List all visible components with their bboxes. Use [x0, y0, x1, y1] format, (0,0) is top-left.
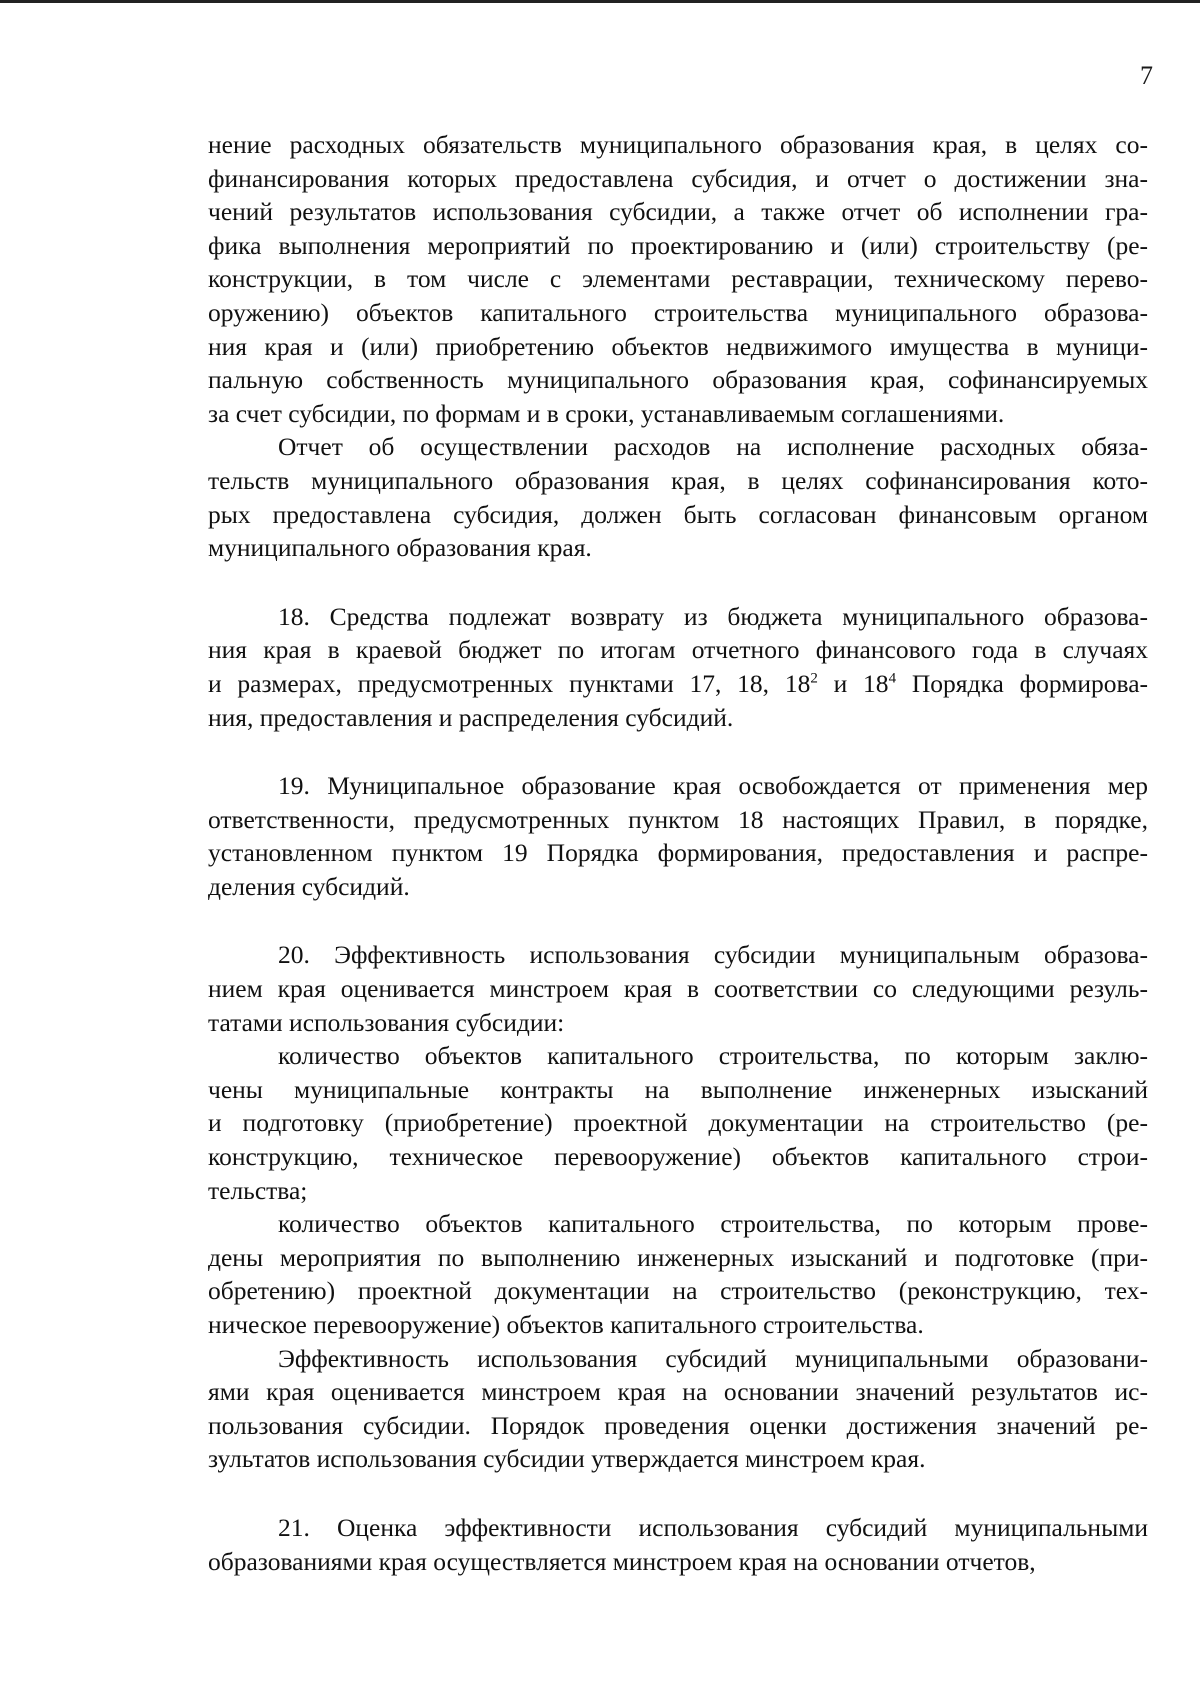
text-line: пальную собственность муниципального образования края, софинансируемых: [208, 365, 1148, 395]
paragraph-p20b: [208, 1207, 1148, 1341]
text-line: обретению) проектной документации на строительство (реконструкцию, тех-: [208, 1276, 1148, 1306]
text-line: Отчет об осуществлении расходов на исполнение расходных обяза-: [278, 432, 1148, 462]
paragraph-p19: [208, 769, 1148, 903]
text-line: ния края в краевой бюджет по итогам отчетного финансового года в случаях: [208, 635, 1148, 665]
text-line: и подготовку (приобретение) проектной документации на строительство (ре-: [208, 1108, 1148, 1138]
text-line: ями края оценивается минстроем края на основании значений результатов ис-: [208, 1377, 1148, 1407]
text-line: 19. Муниципальное образование края освобождается от применения мер: [278, 771, 1148, 801]
text-line: конструкции, в том числе с элементами реставрации, техническому перево-: [208, 264, 1148, 294]
text-line: оружению) объектов капитального строительства муниципального образова-: [208, 297, 1148, 327]
text-line: количество объектов капитального строительства, по которым заклю-: [278, 1041, 1148, 1071]
text-line: Эффективность использования субсидий муниципальными образовани-: [278, 1343, 1148, 1373]
superscript: 4: [888, 670, 897, 687]
superscript: 2: [810, 670, 818, 687]
text-line: муниципального образования края.: [208, 533, 592, 563]
text-line: количество объектов капитального строительства, по которым прове-: [278, 1209, 1148, 1239]
text-line: татами использования субсидии:: [208, 1007, 565, 1037]
text-line: 21. Оценка эффективности использования субсидий муниципальными: [278, 1512, 1148, 1542]
top-border-line: [0, 0, 1200, 3]
text-line: финансирования которых предоставлена субсидия, и отчет о достижении зна-: [208, 163, 1148, 193]
text-line: 20. Эффективность использования субсидии муниципальным образова-: [278, 940, 1148, 970]
paragraph-gap: [208, 1476, 1148, 1511]
text-line: пользования субсидии. Порядок проведения оценки достижения значений ре-: [208, 1410, 1148, 1440]
paragraph-p20a: [208, 1039, 1148, 1207]
paragraph-gap: [208, 734, 1148, 769]
text-line: образованиями края осуществляется минстроем края на основании отчетов,: [208, 1546, 1036, 1576]
text-line: ния, предоставления и распределения субсидий.: [208, 702, 734, 732]
text-line: тельств муниципального образования края, в целях софинансирования кото-: [208, 465, 1148, 495]
text-line: [208, 667, 1148, 701]
text-line: ническое перевооружение) объектов капитального строительства.: [208, 1310, 924, 1339]
paragraph-p1: [208, 128, 1148, 430]
paragraph-p18: [208, 600, 1148, 734]
document-body: [208, 128, 1148, 1578]
text-line: нием края оценивается минстроем края в соответствии со следующими резуль-: [208, 974, 1148, 1004]
text-line: чены муниципальные контракты на выполнение инженерных изысканий: [208, 1074, 1148, 1104]
paragraph-gap: [208, 903, 1148, 938]
text-line: за счет субсидии, по формам и в сроки, устанавливаемым соглашениями.: [208, 398, 1005, 428]
text-line: деления субсидий.: [208, 871, 410, 901]
text-line: тельства;: [208, 1175, 308, 1205]
text-line: ния края и (или) приобретению объектов недвижимого имущества в муници-: [208, 331, 1148, 361]
text-line: ответственности, предусмотренных пунктом 18 настоящих Правил, в порядке,: [208, 804, 1148, 834]
text-line: дены мероприятия по выполнению инженерных изысканий и подготовке (при-: [208, 1242, 1148, 1272]
text-line: нение расходных обязательств муниципального образования края, в целях со-: [208, 130, 1148, 159]
paragraph-gap: [208, 565, 1148, 600]
text-line: установленном пунктом 19 Порядка формирования, предоставления и распре-: [208, 838, 1148, 868]
text-line: фика выполнения мероприятий по проектированию и (или) строительству (ре-: [208, 230, 1148, 260]
paragraph-p21: [208, 1511, 1148, 1578]
text-segment: и 18: [817, 668, 889, 698]
text-segment: и размерах, предусмотренных пунктами 17, 18, 18: [208, 668, 811, 698]
paragraph-p20c: [208, 1342, 1148, 1476]
paragraph-p2: [208, 430, 1148, 564]
text-segment: Порядка формирова-: [896, 668, 1148, 698]
text-line: 18. Средства подлежат возврату из бюджета муниципального образова-: [278, 601, 1148, 631]
page-number: 7: [1140, 61, 1153, 90]
paragraph-p20: [208, 938, 1148, 1039]
text-line: зультатов использования субсидии утверждается минстроем края.: [208, 1444, 926, 1474]
text-line: конструкцию, техническое перевооружение) объектов капитального строи-: [208, 1142, 1148, 1172]
text-line: рых предоставлена субсидия, должен быть согласован финансовым органом: [208, 499, 1148, 529]
text-line: чений результатов использования субсидии, а также отчет об исполнении гра-: [208, 197, 1148, 227]
